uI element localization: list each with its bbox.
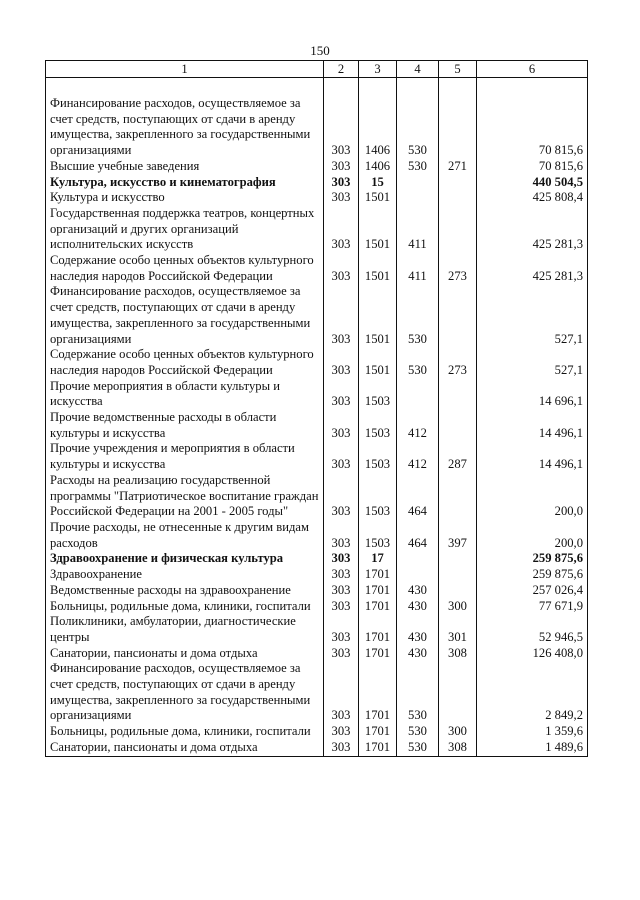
table-row <box>46 253 588 284</box>
row-name: Высшие учебные заведения <box>46 159 324 175</box>
row-code-3: 1501 <box>359 206 397 253</box>
row-code-3: 17 <box>359 551 397 567</box>
row-code-2: 303 <box>324 347 359 378</box>
row-name: Содержание особо ценных объектов культурного наследия народов Российской Федерации <box>46 253 324 284</box>
row-code-4 <box>397 379 439 410</box>
row-code-3: 15 <box>359 175 397 191</box>
row-code-2: 303 <box>324 175 359 191</box>
row-code-3: 1701 <box>359 661 397 724</box>
row-code-2: 303 <box>324 599 359 615</box>
row-code-5 <box>439 583 477 599</box>
row-amount: 126 408,0 <box>477 646 588 662</box>
table-row <box>46 567 588 583</box>
row-code-4: 530 <box>397 96 439 159</box>
row-amount: 52 946,5 <box>477 614 588 645</box>
row-amount: 1 359,6 <box>477 724 588 740</box>
row-name: Санатории, пансионаты и дома отдыха <box>46 740 324 756</box>
row-code-4: 430 <box>397 614 439 645</box>
row-code-2: 303 <box>324 724 359 740</box>
table-row <box>46 441 588 472</box>
column-header-4: 4 <box>397 61 439 78</box>
row-code-3: 1503 <box>359 441 397 472</box>
row-amount: 2 849,2 <box>477 661 588 724</box>
row-code-5: 300 <box>439 599 477 615</box>
row-code-2: 303 <box>324 379 359 410</box>
row-code-4: 464 <box>397 520 439 551</box>
table-row <box>46 190 588 206</box>
row-code-5: 273 <box>439 347 477 378</box>
table-row <box>46 740 588 756</box>
row-name: Здравоохранение и физическая культура <box>46 551 324 567</box>
row-code-5 <box>439 567 477 583</box>
row-code-2: 303 <box>324 740 359 756</box>
row-code-2: 303 <box>324 441 359 472</box>
table-body <box>46 78 588 757</box>
row-code-2: 303 <box>324 190 359 206</box>
row-code-5 <box>439 410 477 441</box>
row-code-2: 303 <box>324 567 359 583</box>
row-code-3: 1501 <box>359 253 397 284</box>
row-name: Финансирование расходов, осуществляемое за счет средств, поступающих от сдачи в аренду имущества, закрепленного за государственными организациями <box>46 284 324 347</box>
row-code-5 <box>439 206 477 253</box>
row-code-4 <box>397 567 439 583</box>
row-code-5: 301 <box>439 614 477 645</box>
table-row <box>46 599 588 615</box>
row-amount: 259 875,6 <box>477 567 588 583</box>
row-code-3: 1406 <box>359 159 397 175</box>
column-header-5: 5 <box>439 61 477 78</box>
row-code-2: 303 <box>324 646 359 662</box>
table-row <box>46 96 588 159</box>
row-code-4 <box>397 175 439 191</box>
header-row <box>46 61 588 78</box>
row-code-4: 412 <box>397 410 439 441</box>
row-name: Прочие ведомственные расходы в области культуры и искусства <box>46 410 324 441</box>
row-amount: 70 815,6 <box>477 96 588 159</box>
table-row <box>46 646 588 662</box>
row-code-5: 308 <box>439 740 477 756</box>
row-code-3: 1701 <box>359 614 397 645</box>
row-amount: 527,1 <box>477 347 588 378</box>
row-amount: 14 496,1 <box>477 441 588 472</box>
row-code-3: 1501 <box>359 190 397 206</box>
row-code-3: 1501 <box>359 347 397 378</box>
row-code-5: 397 <box>439 520 477 551</box>
row-code-5 <box>439 379 477 410</box>
row-name: Прочие учреждения и мероприятия в области культуры и искусства <box>46 441 324 472</box>
row-name: Прочие расходы, не отнесенные к другим видам расходов <box>46 520 324 551</box>
table-row <box>46 410 588 441</box>
row-amount: 425 281,3 <box>477 253 588 284</box>
row-code-2: 303 <box>324 253 359 284</box>
table-row <box>46 551 588 567</box>
row-amount: 259 875,6 <box>477 551 588 567</box>
row-code-4: 530 <box>397 740 439 756</box>
row-code-4: 530 <box>397 159 439 175</box>
row-code-3: 1503 <box>359 520 397 551</box>
row-code-4: 530 <box>397 347 439 378</box>
row-code-5: 287 <box>439 441 477 472</box>
table-row <box>46 583 588 599</box>
column-header-1: 1 <box>46 61 324 78</box>
row-amount: 70 815,6 <box>477 159 588 175</box>
row-name: Поликлиники, амбулатории, диагностические центры <box>46 614 324 645</box>
row-amount: 200,0 <box>477 520 588 551</box>
table-row <box>46 520 588 551</box>
row-code-5: 273 <box>439 253 477 284</box>
row-code-2: 303 <box>324 206 359 253</box>
row-code-4: 530 <box>397 284 439 347</box>
row-code-5 <box>439 175 477 191</box>
row-code-4 <box>397 551 439 567</box>
row-code-2: 303 <box>324 96 359 159</box>
page-number: 150 <box>310 43 330 58</box>
row-amount: 425 281,3 <box>477 206 588 253</box>
row-code-2: 303 <box>324 473 359 520</box>
row-amount: 527,1 <box>477 284 588 347</box>
row-name: Содержание особо ценных объектов культурного наследия народов Российской Федерации <box>46 347 324 378</box>
row-code-4: 430 <box>397 599 439 615</box>
row-code-2: 303 <box>324 520 359 551</box>
row-code-4: 430 <box>397 583 439 599</box>
row-code-4: 411 <box>397 206 439 253</box>
row-amount: 440 504,5 <box>477 175 588 191</box>
row-code-3: 1701 <box>359 740 397 756</box>
row-name: Прочие мероприятия в области культуры и искусства <box>46 379 324 410</box>
row-code-4: 411 <box>397 253 439 284</box>
row-code-3: 1701 <box>359 567 397 583</box>
row-code-2: 303 <box>324 410 359 441</box>
row-code-3: 1701 <box>359 724 397 740</box>
row-code-5 <box>439 473 477 520</box>
row-name: Санатории, пансионаты и дома отдыха <box>46 646 324 662</box>
row-name: Больницы, родильные дома, клиники, госпитали <box>46 599 324 615</box>
row-code-3: 1501 <box>359 284 397 347</box>
table-row <box>46 284 588 347</box>
row-code-2: 303 <box>324 583 359 599</box>
table-row <box>46 175 588 191</box>
row-code-2: 303 <box>324 284 359 347</box>
row-name: Ведомственные расходы на здравоохранение <box>46 583 324 599</box>
column-header-6: 6 <box>477 61 588 78</box>
row-code-4: 530 <box>397 724 439 740</box>
spacer-row <box>46 78 588 97</box>
row-code-4: 464 <box>397 473 439 520</box>
row-code-2: 303 <box>324 551 359 567</box>
row-name: Культура и искусство <box>46 190 324 206</box>
row-code-4: 430 <box>397 646 439 662</box>
row-code-2: 303 <box>324 614 359 645</box>
row-code-3: 1503 <box>359 410 397 441</box>
row-name: Финансирование расходов, осуществляемое за счет средств, поступающих от сдачи в аренду имущества, закрепленного за государственными организациями <box>46 661 324 724</box>
row-code-5 <box>439 551 477 567</box>
row-amount: 425 808,4 <box>477 190 588 206</box>
table-row <box>46 159 588 175</box>
table-row <box>46 661 588 724</box>
row-amount: 14 696,1 <box>477 379 588 410</box>
row-name: Больницы, родильные дома, клиники, госпитали <box>46 724 324 740</box>
table-row <box>46 473 588 520</box>
row-name: Расходы на реализацию государственной программы "Патриотическое воспитание граждан Российской Федерации на 2001 - 2005 годы" <box>46 473 324 520</box>
row-code-3: 1701 <box>359 646 397 662</box>
row-code-4: 530 <box>397 661 439 724</box>
row-amount: 77 671,9 <box>477 599 588 615</box>
row-code-5: 271 <box>439 159 477 175</box>
row-code-5 <box>439 661 477 724</box>
row-amount: 257 026,4 <box>477 583 588 599</box>
row-code-2: 303 <box>324 159 359 175</box>
row-name: Здравоохранение <box>46 567 324 583</box>
row-code-3: 1701 <box>359 583 397 599</box>
table-row <box>46 206 588 253</box>
row-code-4: 412 <box>397 441 439 472</box>
table-row <box>46 614 588 645</box>
row-code-3: 1503 <box>359 473 397 520</box>
row-amount: 14 496,1 <box>477 410 588 441</box>
row-code-5 <box>439 190 477 206</box>
table-row <box>46 724 588 740</box>
row-code-5 <box>439 284 477 347</box>
row-code-3: 1701 <box>359 599 397 615</box>
budget-table <box>45 60 588 757</box>
row-code-5: 300 <box>439 724 477 740</box>
row-code-3: 1503 <box>359 379 397 410</box>
table-row <box>46 347 588 378</box>
row-amount: 200,0 <box>477 473 588 520</box>
row-code-2: 303 <box>324 661 359 724</box>
row-name: Финансирование расходов, осуществляемое за счет средств, поступающих от сдачи в аренду имущества, закрепленного за государственными организациями <box>46 96 324 159</box>
row-code-4 <box>397 190 439 206</box>
row-name: Культура, искусство и кинематография <box>46 175 324 191</box>
row-amount: 1 489,6 <box>477 740 588 756</box>
column-header-2: 2 <box>324 61 359 78</box>
row-name: Государственная поддержка театров, концертных организаций и других организаций исполнительских искусств <box>46 206 324 253</box>
row-code-3: 1406 <box>359 96 397 159</box>
table-row <box>46 379 588 410</box>
row-code-5: 308 <box>439 646 477 662</box>
row-code-5 <box>439 96 477 159</box>
column-header-3: 3 <box>359 61 397 78</box>
